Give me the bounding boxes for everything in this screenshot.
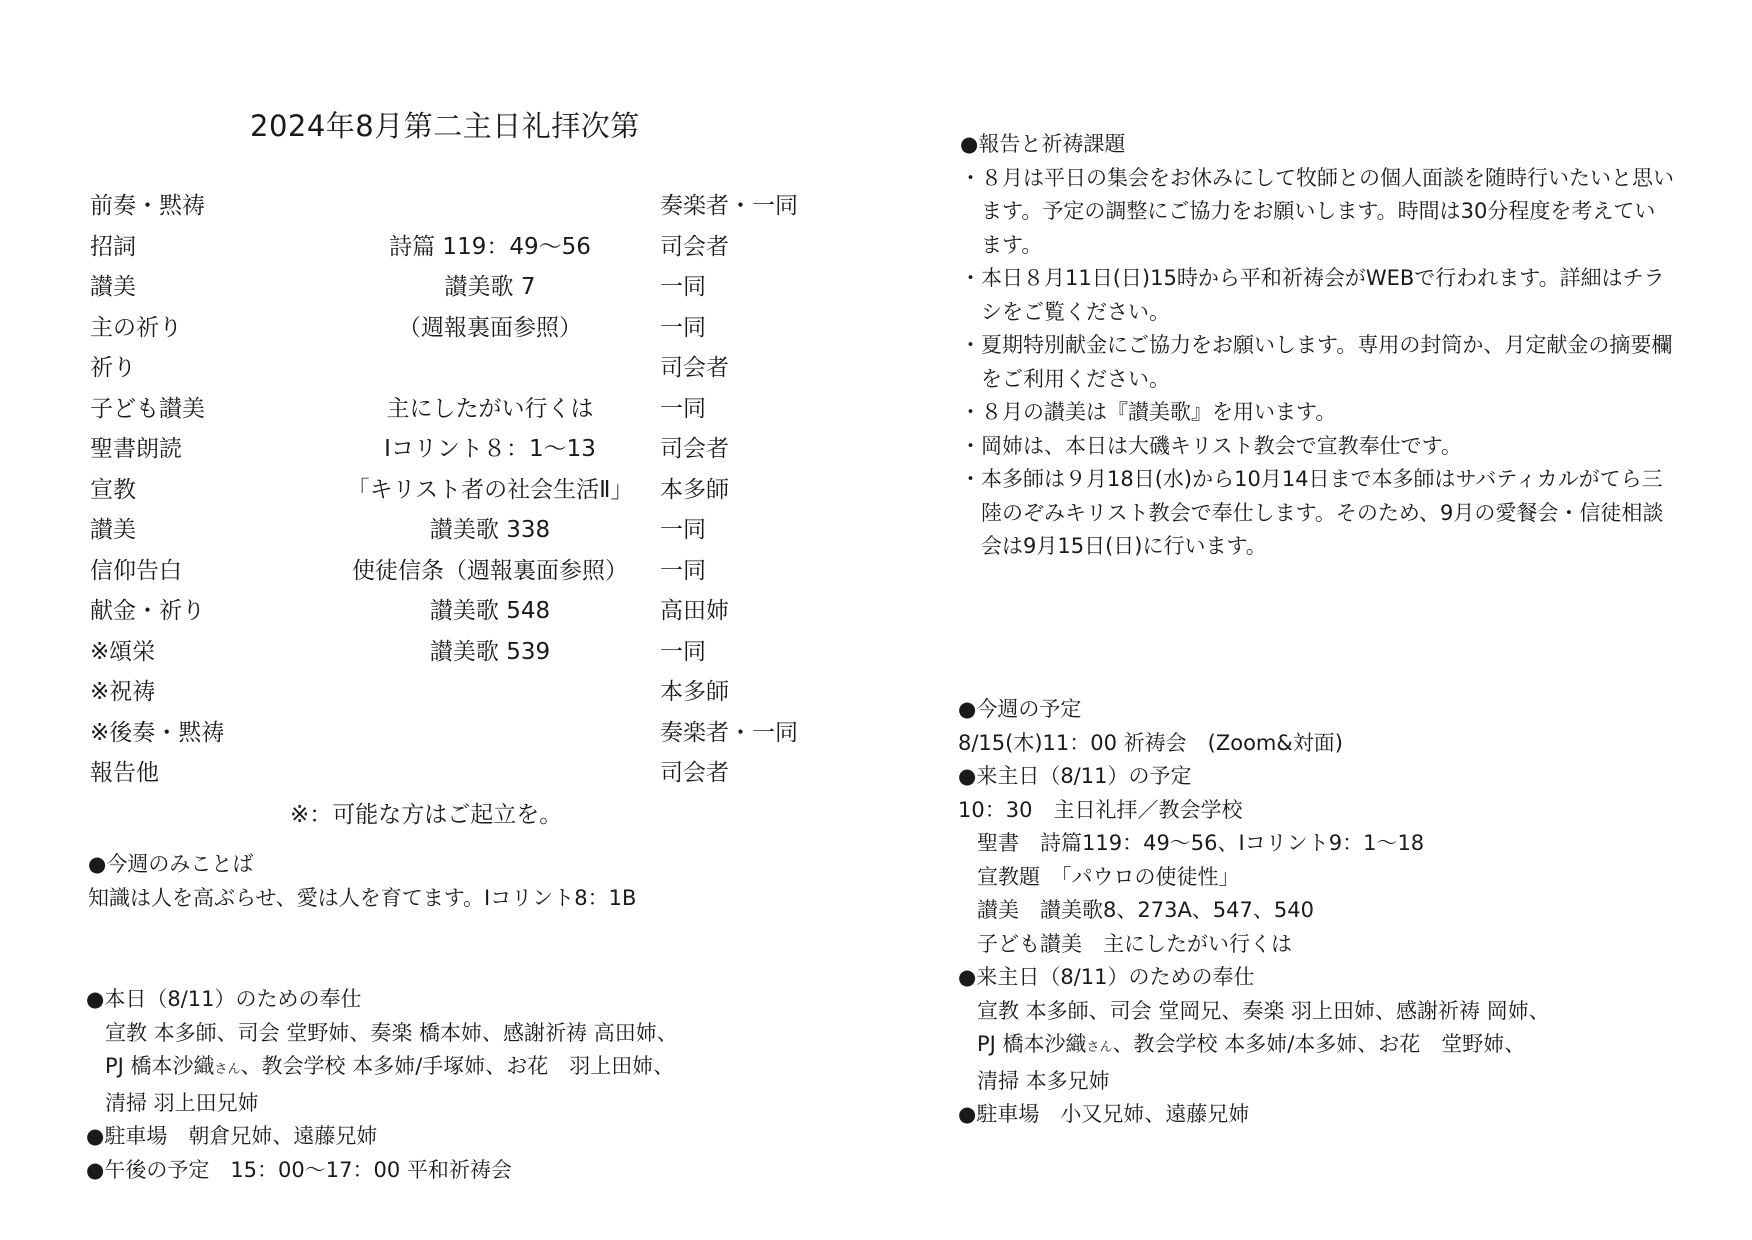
order-item-leader: 司会者 bbox=[660, 355, 729, 381]
bullet-icon: ・ bbox=[960, 467, 981, 491]
next-parking: ●駐車場 小又兄姉、遠藤兄姉 bbox=[958, 1102, 1250, 1126]
today-service-section bbox=[86, 983, 678, 1187]
announcements-section bbox=[960, 128, 1720, 564]
this-week-heading: ●今週の予定 bbox=[958, 697, 1082, 721]
announcement-line: 本日８月11日(日)15時から平和祈祷会がWEBで行われます。詳細はチラ bbox=[981, 266, 1665, 290]
next-service-line2-b: 、教会学校 本多姉/本多姉、お花 堂野姉、 bbox=[1112, 1032, 1526, 1056]
bullet-icon: ・ bbox=[960, 333, 981, 357]
standing-note: ※：可能な方はご起立を。 bbox=[290, 802, 563, 828]
order-item-leader: 本多師 bbox=[660, 476, 729, 503]
next-service-line2-a: PJ 橋本沙織 bbox=[977, 1032, 1087, 1056]
announcement-item bbox=[960, 463, 1720, 564]
next-service-line1: 宣教 本多師、司会 堂岡兄、奏楽 羽上田姉、感謝祈祷 岡姉、 bbox=[977, 998, 1550, 1023]
order-item-content: 主にしたがい行くは bbox=[386, 395, 594, 422]
order-item-name: 主の祈り bbox=[90, 314, 182, 341]
today-parking: ●駐車場 朝倉兄姉、遠藤兄姉 bbox=[86, 1124, 378, 1148]
this-week-line1: 8/15(木)11：00 祈祷会 (Zoom&対面) bbox=[958, 730, 1343, 755]
order-item-content: 詩篇 119：49〜56 bbox=[389, 233, 591, 260]
announcement-line: 本多師は９月18日(水)から10月14日まで本多師はサバティカルがてら三 bbox=[981, 467, 1663, 491]
order-row bbox=[90, 632, 830, 673]
today-service-line2-b: 、教会学校 本多姉/手塚姉、お花 羽上田姉、 bbox=[240, 1054, 675, 1078]
next-sunday-kids: 子ども讃美 主にしたがい行くは bbox=[977, 931, 1292, 956]
announcement-line: をご利用ください。 bbox=[981, 366, 1170, 391]
today-service-line3: 清掃 羽上田兄姉 bbox=[105, 1090, 259, 1115]
order-row bbox=[90, 389, 830, 430]
announcement-line: 陸のぞみキリスト教会で奉仕します。そのため、9月の愛餐会・信徒相談 bbox=[981, 500, 1664, 525]
order-item-content: 讃美歌 7 bbox=[444, 274, 536, 300]
announcement-item bbox=[960, 162, 1720, 263]
order-item-name: 宣教 bbox=[90, 476, 136, 503]
word-of-week-section bbox=[88, 848, 636, 915]
order-row bbox=[90, 429, 830, 470]
order-row bbox=[90, 267, 830, 308]
order-item-content: Ⅰコリント８：1〜13 bbox=[384, 436, 596, 462]
next-sunday-scripture: 聖書 詩篇119：49〜56、Ⅰコリント9：1〜18 bbox=[977, 831, 1425, 855]
order-item-name: ※後奏・黙祷 bbox=[90, 719, 225, 746]
order-row bbox=[90, 551, 830, 592]
order-item-leader: 一同 bbox=[660, 638, 706, 665]
order-row bbox=[90, 753, 830, 794]
bullet-icon: ・ bbox=[960, 400, 981, 424]
announcements-list bbox=[960, 162, 1720, 564]
order-item-content: 讃美歌 548 bbox=[429, 598, 551, 624]
announcement-item bbox=[960, 262, 1720, 329]
order-of-worship bbox=[90, 186, 830, 794]
order-item-leader: 司会者 bbox=[660, 436, 729, 462]
next-sunday-sermon: 宣教題 「パウロの使徒性」 bbox=[977, 864, 1240, 889]
order-item-leader: 奏楽者・一同 bbox=[660, 193, 798, 219]
announcement-line: 会は9月15日(日)に行います。 bbox=[981, 534, 1267, 558]
next-service-heading: ●来主日（8/11）のための奉仕 bbox=[958, 965, 1255, 989]
order-item-leader: 司会者 bbox=[660, 233, 729, 260]
announcement-line: ます。 bbox=[981, 232, 1043, 257]
order-item-name: 讃美 bbox=[90, 517, 136, 543]
next-sunday-time: 10：30 主日礼拝／教会学校 bbox=[958, 797, 1243, 822]
announcement-line: シをご覧ください。 bbox=[981, 299, 1170, 324]
today-service-san: さん bbox=[214, 1062, 241, 1077]
announcement-line: ８月の讃美は『讃美歌』を用います。 bbox=[981, 400, 1337, 424]
today-service-heading: ●本日（8/11）のための奉仕 bbox=[86, 987, 362, 1011]
next-sunday-heading: ●来主日（8/11）の予定 bbox=[958, 764, 1192, 788]
order-item-leader: 一同 bbox=[660, 314, 706, 341]
next-service-san: さん bbox=[1086, 1040, 1113, 1055]
bullet-icon: ・ bbox=[960, 165, 981, 190]
today-service-line2 bbox=[86, 1050, 678, 1087]
order-item-name: 前奏・黙祷 bbox=[90, 193, 205, 219]
order-row bbox=[90, 470, 830, 511]
order-item-name: 祈り bbox=[90, 355, 136, 381]
announcement-line: 岡姉は、本日は大磯キリスト教会で宣教奉仕です。 bbox=[981, 433, 1462, 458]
word-of-week-text: 知識は人を高ぶらせ、愛は人を育てます。Ⅰコリント8：1B bbox=[88, 885, 637, 910]
order-item-content: （週報裏面参照） bbox=[398, 314, 582, 341]
order-item-content: 「キリスト者の社会生活Ⅱ」 bbox=[346, 476, 634, 503]
order-row bbox=[90, 713, 830, 754]
this-week-section bbox=[958, 693, 1550, 1132]
announcement-line: 夏期特別献金にご協力をお願いします。専用の封筒か、月定献金の摘要欄 bbox=[981, 333, 1673, 357]
order-item-content: 讃美歌 338 bbox=[429, 517, 551, 543]
order-item-name: 献金・祈り bbox=[90, 598, 205, 624]
order-item-leader: 一同 bbox=[660, 274, 706, 300]
order-item-leader: 本多師 bbox=[660, 679, 729, 705]
order-item-leader: 高田姉 bbox=[660, 598, 729, 624]
order-item-leader: 一同 bbox=[660, 517, 706, 543]
announcement-line: ます。予定の調整にご協力をお願いします。時間は30分程度を考えてい bbox=[981, 199, 1656, 223]
announcement-item bbox=[960, 430, 1720, 464]
order-item-name: ※頌栄 bbox=[90, 638, 156, 665]
order-item-leader: 司会者 bbox=[660, 760, 729, 786]
order-item-name: ※祝祷 bbox=[90, 679, 156, 705]
order-item-name: 聖書朗読 bbox=[90, 436, 182, 462]
order-item-name: 子ども讃美 bbox=[90, 395, 205, 422]
order-item-name: 招詞 bbox=[90, 233, 136, 260]
order-row bbox=[90, 227, 830, 268]
announcement-line: ８月は平日の集会をお休みにして牧師との個人面談を随時行いたいと思い bbox=[981, 165, 1674, 190]
next-sunday-hymns: 讃美 讃美歌8、273A、547、540 bbox=[977, 898, 1314, 922]
today-service-line2-a: PJ 橋本沙織 bbox=[105, 1054, 215, 1078]
order-row bbox=[90, 672, 830, 713]
next-service-line2 bbox=[958, 1028, 1550, 1065]
today-afternoon: ●午後の予定 15：00〜17：00 平和祈祷会 bbox=[86, 1157, 512, 1182]
page-title: 2024年8月第二主日礼拝次第 bbox=[250, 109, 640, 143]
order-row bbox=[90, 348, 830, 389]
order-row bbox=[90, 510, 830, 551]
announcements-heading: ●報告と祈祷課題 bbox=[960, 132, 1126, 156]
order-item-name: 讃美 bbox=[90, 274, 136, 300]
bullet-icon: ・ bbox=[960, 266, 981, 290]
order-item-name: 信仰告白 bbox=[90, 557, 182, 584]
word-of-week-heading: ●今週のみことば bbox=[88, 852, 254, 876]
order-row bbox=[90, 308, 830, 349]
order-item-leader: 奏楽者・一同 bbox=[660, 719, 798, 746]
order-item-leader: 一同 bbox=[660, 557, 706, 584]
order-row bbox=[90, 186, 830, 227]
announcement-item bbox=[960, 329, 1720, 396]
today-service-line1: 宣教 本多師、司会 堂野姉、奏楽 橋本姉、感謝祈祷 高田姉、 bbox=[105, 1020, 678, 1045]
bullet-icon: ・ bbox=[960, 433, 981, 458]
order-item-name: 報告他 bbox=[90, 760, 159, 786]
order-item-content: 使徒信条（週報裏面参照） bbox=[352, 557, 628, 584]
next-service-line3: 清掃 本多兄姉 bbox=[977, 1068, 1110, 1093]
order-item-leader: 一同 bbox=[660, 395, 706, 422]
order-item-content: 讃美歌 539 bbox=[429, 638, 551, 665]
announcement-item bbox=[960, 396, 1720, 430]
order-row bbox=[90, 591, 830, 632]
